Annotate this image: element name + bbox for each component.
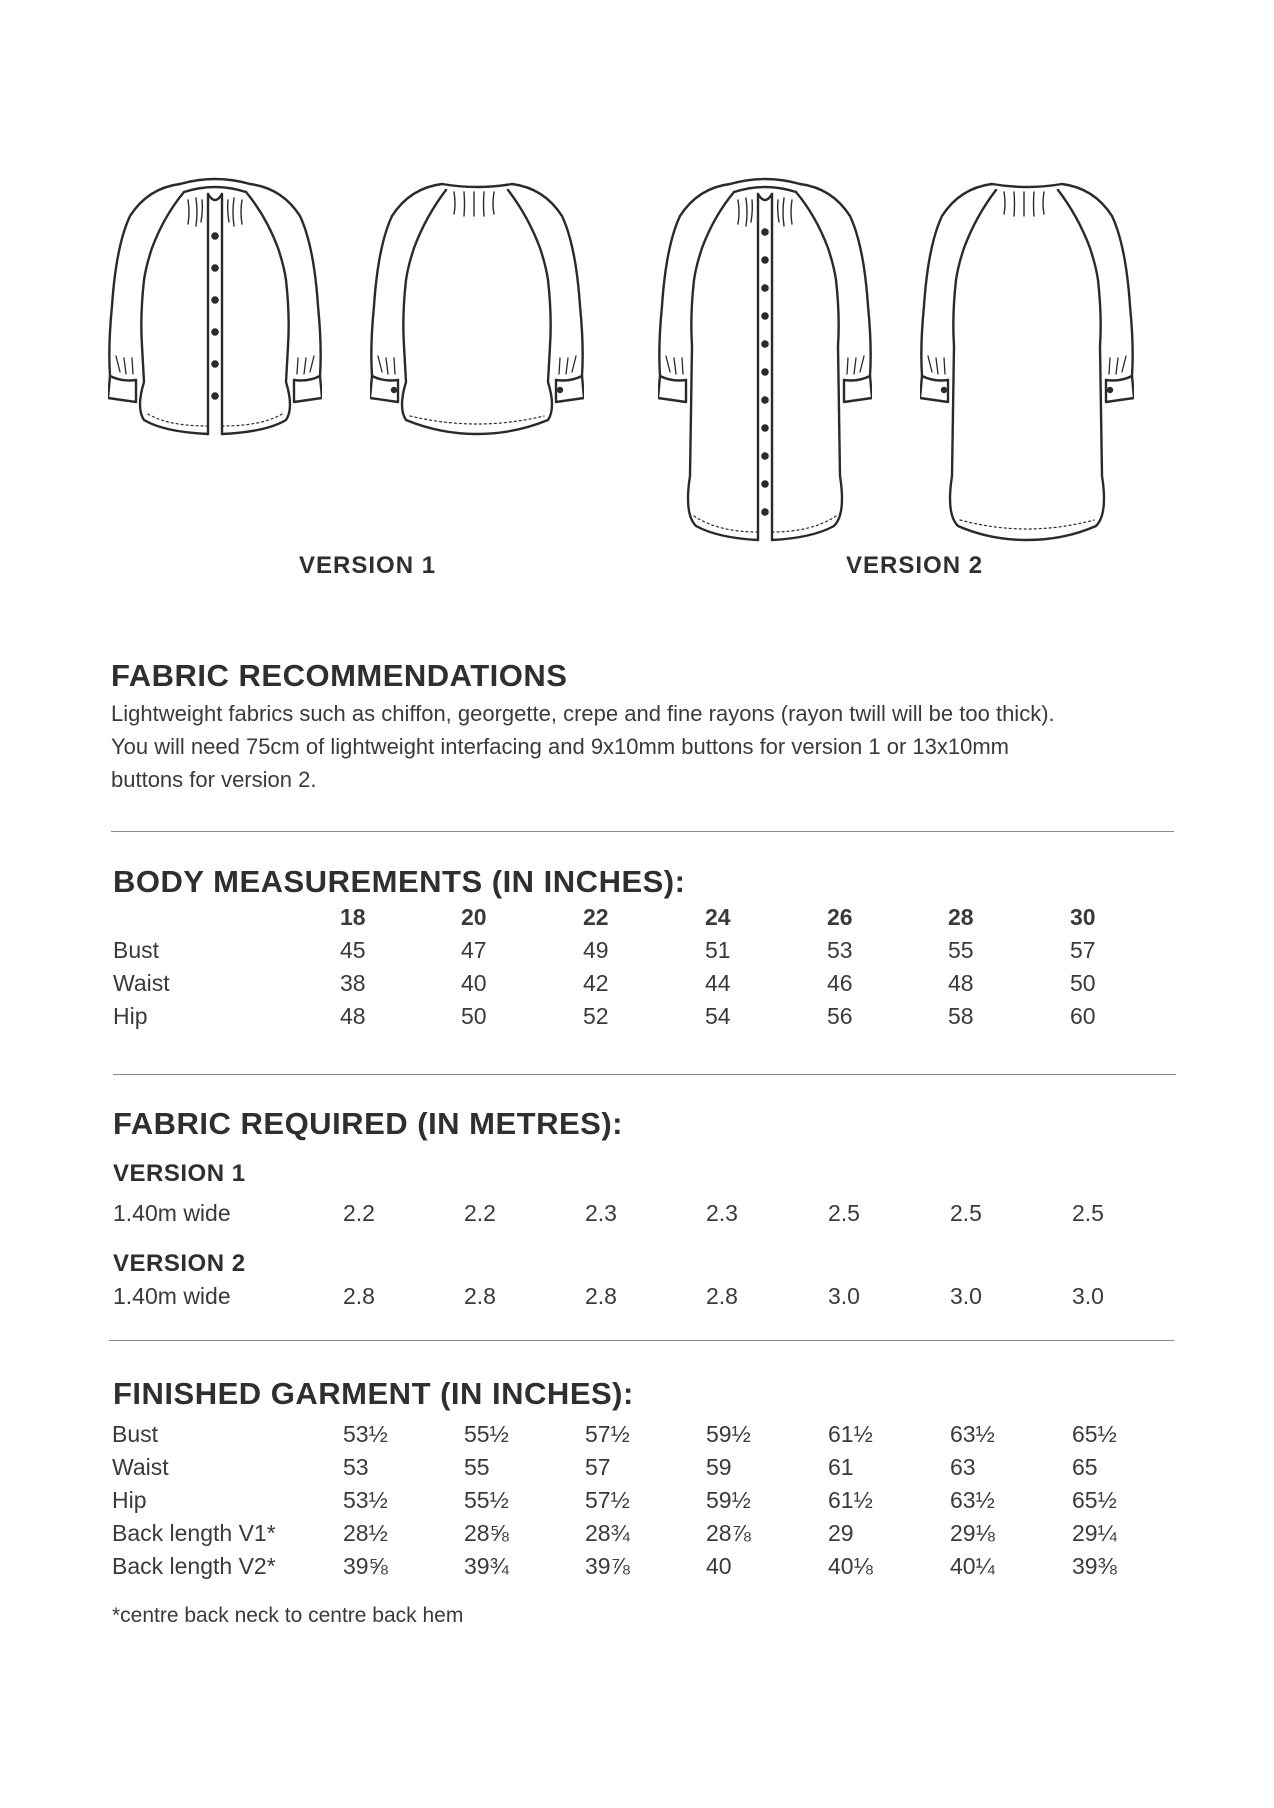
cell: 39⅜ bbox=[1072, 1553, 1117, 1579]
size-header: 20 bbox=[461, 904, 487, 930]
row-label: Hip bbox=[112, 1487, 147, 1513]
recommendation-line: buttons for version 2. bbox=[111, 767, 317, 792]
cell: 59 bbox=[706, 1454, 732, 1480]
cell: 39⅞ bbox=[585, 1553, 630, 1579]
row-label: Waist bbox=[113, 970, 170, 996]
fabric-required-version2-title: VERSION 2 bbox=[113, 1250, 246, 1277]
cell: 3.0 bbox=[1072, 1283, 1104, 1309]
body-row-hip bbox=[0, 1003, 1274, 1035]
cell: 39⅝ bbox=[343, 1553, 388, 1579]
finished-garment-title: FINISHED GARMENT (IN INCHES): bbox=[113, 1376, 634, 1411]
size-header: 28 bbox=[948, 904, 974, 930]
size-header: 30 bbox=[1070, 904, 1096, 930]
body-measurements-title: BODY MEASUREMENTS (IN INCHES): bbox=[113, 864, 686, 899]
size-header: 22 bbox=[583, 904, 609, 930]
cell: 2.8 bbox=[706, 1283, 738, 1309]
cell: 59½ bbox=[706, 1487, 751, 1513]
cell: 55½ bbox=[464, 1487, 509, 1513]
cell: 38 bbox=[340, 970, 366, 996]
cell: 57 bbox=[585, 1454, 611, 1480]
cell: 63 bbox=[950, 1454, 976, 1480]
cell: 61 bbox=[828, 1454, 854, 1480]
cell: 39¾ bbox=[464, 1553, 509, 1579]
cell: 45 bbox=[340, 937, 366, 963]
cell: 65½ bbox=[1072, 1487, 1117, 1513]
cell: 50 bbox=[461, 1003, 487, 1029]
cell: 29¼ bbox=[1072, 1520, 1117, 1546]
cell: 2.5 bbox=[828, 1200, 860, 1226]
cell: 47 bbox=[461, 937, 487, 963]
cell: 51 bbox=[705, 937, 731, 963]
row-label: Waist bbox=[112, 1454, 169, 1480]
row-label: Hip bbox=[113, 1003, 148, 1029]
cell: 57 bbox=[1070, 937, 1096, 963]
cell: 3.0 bbox=[950, 1283, 982, 1309]
cell: 55½ bbox=[464, 1421, 509, 1447]
cell: 61½ bbox=[828, 1421, 873, 1447]
cell: 53½ bbox=[343, 1421, 388, 1447]
cell: 2.3 bbox=[585, 1200, 617, 1226]
fabric-recommendations-text bbox=[111, 697, 1181, 796]
size-header: 24 bbox=[705, 904, 731, 930]
cell: 2.5 bbox=[1072, 1200, 1104, 1226]
cell: 48 bbox=[948, 970, 974, 996]
version1-back-illustration bbox=[370, 176, 584, 446]
garment-row-back-length-v2 bbox=[0, 1553, 1274, 1585]
section-divider bbox=[109, 1340, 1174, 1341]
cell: 2.8 bbox=[343, 1283, 375, 1309]
cell: 40 bbox=[461, 970, 487, 996]
cell: 48 bbox=[340, 1003, 366, 1029]
version1-label: VERSION 1 bbox=[299, 552, 437, 579]
row-label: 1.40m wide bbox=[113, 1200, 231, 1226]
garment-row-hip bbox=[0, 1487, 1274, 1519]
cell: 60 bbox=[1070, 1003, 1096, 1029]
row-label: Bust bbox=[112, 1421, 159, 1447]
cell: 2.5 bbox=[950, 1200, 982, 1226]
cell: 42 bbox=[583, 970, 609, 996]
cell: 2.8 bbox=[585, 1283, 617, 1309]
fabric-recommendations-title: FABRIC RECOMMENDATIONS bbox=[111, 658, 568, 693]
section-divider bbox=[113, 1074, 1176, 1075]
version2-label: VERSION 2 bbox=[846, 552, 984, 579]
cell: 63½ bbox=[950, 1421, 995, 1447]
cell: 55 bbox=[464, 1454, 490, 1480]
cell: 2.2 bbox=[464, 1200, 496, 1226]
cell: 61½ bbox=[828, 1487, 873, 1513]
cell: 52 bbox=[583, 1003, 609, 1029]
cell: 29⅛ bbox=[950, 1520, 995, 1546]
fabric-row-version2 bbox=[0, 1283, 1274, 1315]
footnote: *centre back neck to centre back hem bbox=[112, 1604, 464, 1627]
cell: 3.0 bbox=[828, 1283, 860, 1309]
row-label: 1.40m wide bbox=[113, 1283, 231, 1309]
garment-row-back-length-v1 bbox=[0, 1520, 1274, 1552]
size-header: 18 bbox=[340, 904, 366, 930]
cell: 65½ bbox=[1072, 1421, 1117, 1447]
cell: 63½ bbox=[950, 1487, 995, 1513]
cell: 49 bbox=[583, 937, 609, 963]
cell: 56 bbox=[827, 1003, 853, 1029]
row-label: Back length V2* bbox=[112, 1553, 276, 1579]
cell: 28⅝ bbox=[464, 1520, 509, 1546]
cell: 29 bbox=[828, 1520, 854, 1546]
cell: 65 bbox=[1072, 1454, 1098, 1480]
size-header-row bbox=[0, 904, 1274, 936]
cell: 57½ bbox=[585, 1487, 630, 1513]
cell: 53½ bbox=[343, 1487, 388, 1513]
cell: 2.8 bbox=[464, 1283, 496, 1309]
cell: 50 bbox=[1070, 970, 1096, 996]
garment-row-bust bbox=[0, 1421, 1274, 1453]
garment-row-waist bbox=[0, 1454, 1274, 1486]
fabric-row-version1 bbox=[0, 1200, 1274, 1232]
cell: 46 bbox=[827, 970, 853, 996]
version2-back-illustration bbox=[920, 176, 1134, 546]
row-label: Back length V1* bbox=[112, 1520, 276, 1546]
recommendation-line: Lightweight fabrics such as chiffon, georgette, crepe and fine rayons (rayon twill will be too thick). bbox=[111, 701, 1055, 726]
body-row-bust bbox=[0, 937, 1274, 969]
cell: 58 bbox=[948, 1003, 974, 1029]
cell: 57½ bbox=[585, 1421, 630, 1447]
cell: 53 bbox=[343, 1454, 369, 1480]
version2-front-illustration bbox=[658, 176, 872, 546]
section-divider bbox=[111, 831, 1174, 832]
fabric-required-title: FABRIC REQUIRED (IN METRES): bbox=[113, 1106, 623, 1141]
cell: 2.3 bbox=[706, 1200, 738, 1226]
cell: 54 bbox=[705, 1003, 731, 1029]
body-row-waist bbox=[0, 970, 1274, 1002]
cell: 59½ bbox=[706, 1421, 751, 1447]
size-header: 26 bbox=[827, 904, 853, 930]
version1-front-illustration bbox=[108, 176, 322, 446]
cell: 55 bbox=[948, 937, 974, 963]
cell: 40⅛ bbox=[828, 1553, 873, 1579]
cell: 28⅞ bbox=[706, 1520, 751, 1546]
cell: 40 bbox=[706, 1553, 732, 1579]
fabric-required-version1-title: VERSION 1 bbox=[113, 1160, 246, 1187]
row-label: Bust bbox=[113, 937, 160, 963]
cell: 44 bbox=[705, 970, 731, 996]
cell: 40¼ bbox=[950, 1553, 995, 1579]
cell: 28½ bbox=[343, 1520, 388, 1546]
cell: 2.2 bbox=[343, 1200, 375, 1226]
cell: 28¾ bbox=[585, 1520, 630, 1546]
cell: 53 bbox=[827, 937, 853, 963]
recommendation-line: You will need 75cm of lightweight interfacing and 9x10mm buttons for version 1 or 13x10mm bbox=[111, 734, 1010, 759]
